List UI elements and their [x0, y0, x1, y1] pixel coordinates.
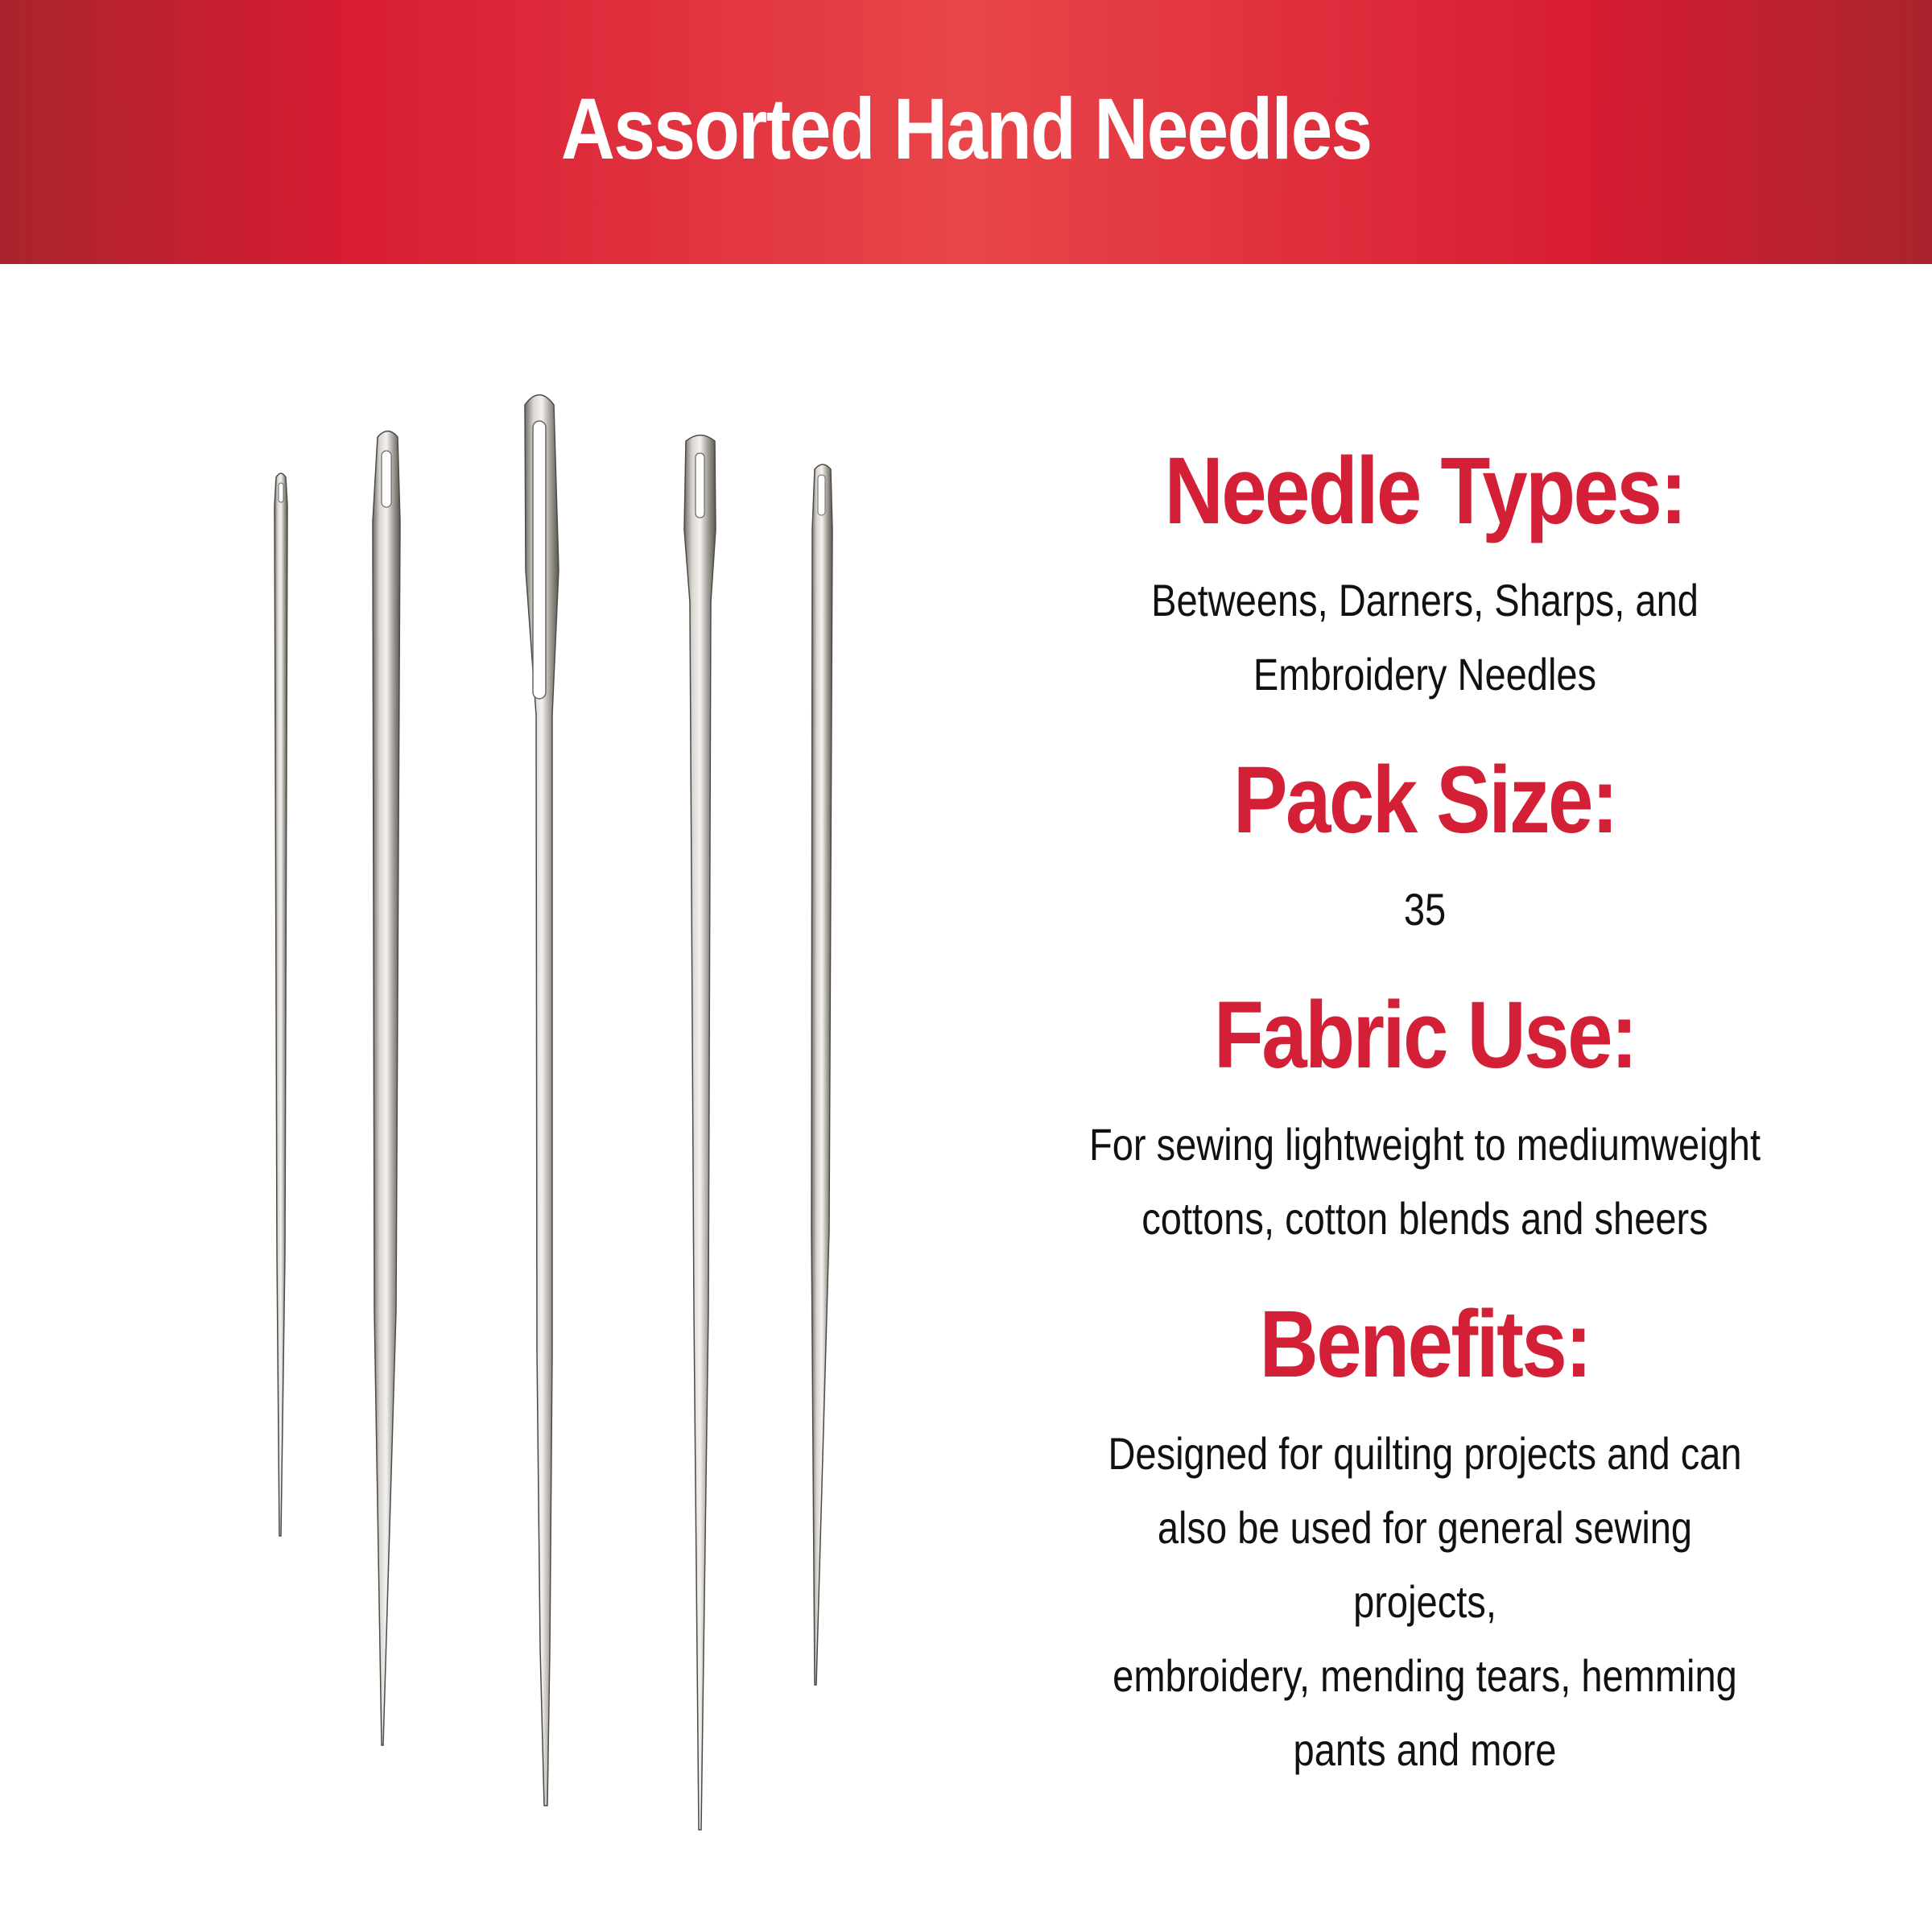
- pack-size-heading: Pack Size:: [1232, 747, 1617, 853]
- needle-icon: [811, 464, 832, 1685]
- needle-icon: [684, 436, 716, 1831]
- needles-image: [0, 264, 966, 1932]
- benefits-section: [1022, 1288, 1827, 1787]
- benefits-heading: Benefits:: [1259, 1291, 1591, 1397]
- pack-size-text: 35: [1403, 884, 1447, 935]
- needle-icon: [275, 473, 287, 1536]
- benefits-text: Designed for quilting projects and can also be used for general sewing projects, embroidery, mending tears, hemming pants and more: [1108, 1428, 1742, 1775]
- needles-illustration: [0, 264, 966, 1932]
- fabric-use-section: [1022, 979, 1827, 1256]
- fabric-use-heading: Fabric Use:: [1213, 982, 1637, 1088]
- needle-types-heading: Needle Types:: [1164, 438, 1686, 544]
- needle-types-section: [1022, 435, 1827, 712]
- needle-icon: [525, 395, 559, 1806]
- title-banner: [0, 0, 1932, 264]
- pack-size-section: [1022, 744, 1827, 947]
- product-specs: [1022, 435, 1827, 1787]
- fabric-use-text: For sewing lightweight to mediumweight cottons, cotton blends and sheers: [1088, 1119, 1761, 1244]
- banner-title: Assorted Hand Needles: [560, 79, 1372, 177]
- needle-icon: [373, 431, 400, 1746]
- needle-types-text: Betweens, Darners, Sharps, and Embroidery Needles: [1151, 575, 1699, 700]
